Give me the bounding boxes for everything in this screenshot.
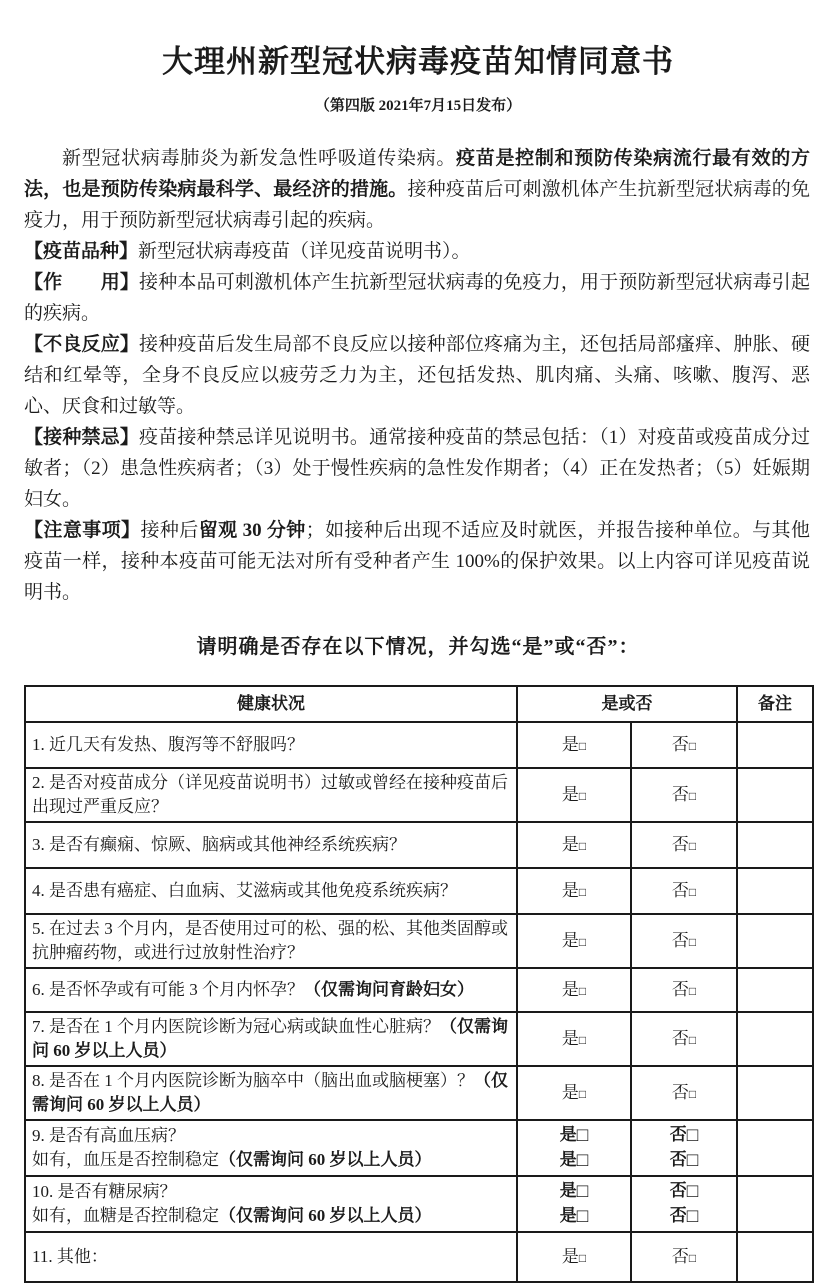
no-option: [638, 1027, 730, 1052]
yes-checkbox[interactable]: □: [578, 738, 587, 753]
question-line: [32, 917, 510, 965]
text-segment: 疫苗接种禁忌详见说明书。通常接种疫苗的禁忌包括：（1）对疫苗或疫苗成分过敏者；（2）患急性疾病者；（3）处于慢性疾病的急性发作期者；（4）正在发热者；（5）妊娠期妇女。: [24, 427, 810, 510]
no-label: 否: [669, 1150, 687, 1169]
yes-label: 是: [559, 1206, 577, 1225]
yes-cell: [517, 768, 631, 822]
yes-checkbox[interactable]: □: [578, 788, 587, 803]
yes-option: [524, 1081, 624, 1106]
yes-checkbox[interactable]: □: [578, 1032, 587, 1047]
no-label: 否: [669, 1181, 687, 1200]
yes-cell: [517, 1176, 631, 1232]
text-segment: 新型冠状病毒肺炎为新发急性呼吸道传染病。: [62, 148, 457, 169]
yes-label: 是: [559, 1150, 577, 1169]
yes-checkbox[interactable]: □: [576, 1125, 589, 1146]
no-option: [638, 1245, 730, 1270]
question-line: [32, 978, 510, 1002]
emphasis-text: （仅需询问育龄妇女）: [304, 980, 474, 999]
consent-form-page: [0, 36, 836, 1266]
question-line: [32, 1245, 510, 1269]
remark-cell[interactable]: [737, 1012, 813, 1066]
yes-cell: [517, 914, 631, 968]
yes-label: 是: [559, 1181, 577, 1200]
yes-cell: [517, 968, 631, 1012]
section-label: 【不良反应】: [24, 334, 140, 355]
no-option: [638, 833, 730, 858]
no-checkbox[interactable]: □: [686, 1181, 699, 1202]
text-segment: 10. 是否有糖尿病？: [32, 1182, 177, 1201]
yes-option: [524, 1123, 624, 1148]
text-segment: 接种后: [140, 520, 199, 541]
section-label: 【接种禁忌】: [24, 427, 140, 448]
yes-label: 是: [561, 930, 579, 950]
no-checkbox[interactable]: □: [688, 884, 697, 899]
question-cell: [25, 1066, 517, 1120]
yes-label: 是: [561, 784, 579, 804]
table-row: [25, 822, 813, 868]
sections-container: [24, 236, 810, 608]
yes-cell: [517, 1120, 631, 1176]
no-cell: [631, 722, 737, 768]
yes-checkbox[interactable]: □: [578, 884, 587, 899]
no-cell: [631, 1120, 737, 1176]
no-option: [638, 1123, 730, 1148]
yes-label: 是: [561, 880, 579, 900]
no-checkbox[interactable]: □: [686, 1150, 699, 1171]
table-row: [25, 768, 813, 822]
no-option: [638, 783, 730, 808]
question-line: [32, 1124, 510, 1148]
section-paragraph: [24, 422, 810, 515]
table-row: [25, 968, 813, 1012]
remark-cell[interactable]: [737, 1120, 813, 1176]
table-row: [25, 1176, 813, 1232]
header-health-status: 健康状况: [25, 686, 517, 722]
text-segment: 2. 是否对疫苗成分（详见疫苗说明书）过敏或曾经在接种疫苗后出现过严重反应？: [32, 773, 508, 816]
emphasis-text: 留观 30 分钟: [198, 520, 306, 541]
yes-option: [524, 1027, 624, 1052]
remark-cell[interactable]: [737, 1176, 813, 1232]
table-row: [25, 1120, 813, 1176]
section-label: 【作 用】: [24, 272, 140, 293]
question-cell: [25, 722, 517, 768]
question-line: [32, 833, 510, 857]
question-line: [32, 733, 510, 757]
question-line: [32, 1148, 510, 1172]
text-segment: 5. 在过去 3 个月内，是否使用过可的松、强的松、其他类固醇或抗肿瘤药物，或进行过放射性治疗？: [32, 919, 508, 962]
no-label: 否: [671, 1028, 689, 1048]
no-label: 否: [671, 880, 689, 900]
no-checkbox[interactable]: □: [686, 1125, 699, 1146]
remark-cell[interactable]: [737, 722, 813, 768]
yes-checkbox[interactable]: □: [578, 1086, 587, 1101]
no-cell: [631, 1066, 737, 1120]
question-cell: [25, 968, 517, 1012]
yes-label: 是: [561, 1082, 579, 1102]
section-label: 【疫苗品种】: [24, 241, 139, 262]
section-paragraph: [24, 267, 810, 329]
no-option: [638, 879, 730, 904]
emphasis-text: （仅需询问 60 岁以上人员）: [32, 1071, 508, 1114]
no-label: 否: [671, 834, 689, 854]
no-option: [638, 1179, 730, 1204]
yes-option: [524, 733, 624, 758]
text-segment: 接种疫苗后发生局部不良反应以接种部位疼痛为主，还包括局部瘙痒、肿胀、硬结和红晕等，全身不良反应以疲劳乏力为主，还包括发热、肌肉痛、头痛、咳嗽、腹泻、恶心、厌食和过敏等。: [24, 334, 810, 417]
yes-option: [524, 978, 624, 1003]
no-cell: [631, 868, 737, 914]
text-segment: 6. 是否怀孕或有可能 3 个月内怀孕？: [32, 980, 304, 999]
no-checkbox[interactable]: □: [688, 788, 697, 803]
question-line: [32, 1204, 510, 1228]
yes-label: 是: [561, 1028, 579, 1048]
table-row: [25, 1066, 813, 1120]
yes-option: [524, 1148, 624, 1173]
section-paragraph: [24, 515, 810, 608]
table-row: [25, 1232, 813, 1282]
text-segment: 11. 其他：: [32, 1247, 108, 1266]
yes-label: 是: [561, 1246, 579, 1266]
yes-cell: [517, 722, 631, 768]
no-cell: [631, 768, 737, 822]
remark-cell[interactable]: [737, 868, 813, 914]
no-checkbox[interactable]: □: [686, 1206, 699, 1227]
no-option: [638, 929, 730, 954]
yes-cell: [517, 1066, 631, 1120]
intro-paragraph: [24, 143, 810, 236]
yes-option: [524, 879, 624, 904]
text-segment: 1. 近几天有发热、腹泻等不舒服吗？: [32, 735, 304, 754]
question-cell: [25, 822, 517, 868]
emphasis-text: （仅需询问 60 岁以上人员）: [32, 1017, 508, 1060]
table-row: [25, 1012, 813, 1066]
yes-option: [524, 1245, 624, 1270]
section-paragraph: [24, 329, 810, 422]
no-label: 否: [669, 1206, 687, 1225]
no-cell: [631, 822, 737, 868]
question-cell: [25, 1176, 517, 1232]
section-label: 【注意事项】: [24, 520, 141, 541]
table-row: [25, 868, 813, 914]
yes-cell: [517, 868, 631, 914]
table-row: [25, 914, 813, 968]
yes-cell: [517, 1012, 631, 1066]
question-cell: [25, 868, 517, 914]
text-segment: 3. 是否有癫痫、惊厥、脑病或其他神经系统疾病？: [32, 835, 406, 854]
emphasis-text: 疫苗是控制和预防传染病流行最有效的方法，也是预防传染病最科学、最经济的措施。: [24, 148, 810, 200]
text-segment: 接种本品可刺激机体产生抗新型冠状病毒的免疫力，用于预防新型冠状病毒引起的疾病。: [24, 272, 810, 324]
no-label: 否: [671, 979, 689, 999]
yes-checkbox[interactable]: □: [576, 1181, 589, 1202]
question-cell: [25, 768, 517, 822]
yes-label: 是: [561, 734, 579, 754]
yes-checkbox[interactable]: □: [578, 1250, 587, 1265]
no-label: 否: [671, 734, 689, 754]
remark-cell[interactable]: [737, 768, 813, 822]
no-label: 否: [669, 1125, 687, 1144]
yes-checkbox[interactable]: □: [578, 983, 587, 998]
question-cell: [25, 1232, 517, 1282]
text-segment: 如有，血糖是否控制稳定: [32, 1206, 219, 1225]
remark-cell[interactable]: [737, 1066, 813, 1120]
text-segment: 9. 是否有高血压病？: [32, 1126, 185, 1145]
header-remark: 备注: [737, 686, 813, 722]
yes-option: [524, 929, 624, 954]
yes-label: 是: [559, 1125, 577, 1144]
yes-cell: [517, 822, 631, 868]
text-segment: 如有，血压是否控制稳定: [32, 1150, 219, 1169]
emphasis-text: （仅需询问 60 岁以上人员）: [219, 1150, 432, 1169]
text-segment: 新型冠状病毒疫苗（详见疫苗说明书）。: [138, 241, 471, 262]
yes-checkbox[interactable]: □: [578, 934, 587, 949]
no-cell: [631, 1012, 737, 1066]
header-yes-or-no: 是或否: [517, 686, 737, 722]
no-label: 否: [671, 784, 689, 804]
yes-option: [524, 833, 624, 858]
no-cell: [631, 1176, 737, 1232]
question-line: [32, 879, 510, 903]
question-cell: [25, 1012, 517, 1066]
no-checkbox[interactable]: □: [688, 934, 697, 949]
page-title: 大理州新型冠状病毒疫苗知情同意书: [162, 44, 674, 79]
remark-cell[interactable]: [737, 822, 813, 868]
no-cell: [631, 914, 737, 968]
text-segment: ；如接种后出现不适应及时就医，并报告接种单位。与其他疫苗一样，接种本疫苗可能无法对所有受种者产生 100%的保护效果。以上内容可详见疫苗说明书。: [24, 520, 810, 603]
text-segment: 8. 是否在 1 个月内医院诊断为脑卒中（脑出血或脑梗塞）？: [32, 1071, 474, 1090]
text-segment: 7. 是否在 1 个月内医院诊断为冠心病或缺血性心脏病？: [32, 1017, 440, 1036]
yes-checkbox[interactable]: □: [576, 1206, 589, 1227]
no-checkbox[interactable]: □: [688, 983, 697, 998]
no-option: [638, 1081, 730, 1106]
yes-label: 是: [561, 834, 579, 854]
no-label: 否: [671, 1246, 689, 1266]
no-option: [638, 978, 730, 1003]
no-option: [638, 1148, 730, 1173]
no-checkbox[interactable]: □: [688, 1032, 697, 1047]
no-checkbox[interactable]: □: [688, 1086, 697, 1101]
yes-label: 是: [561, 979, 579, 999]
no-checkbox[interactable]: □: [688, 1250, 697, 1265]
yes-cell: [517, 1232, 631, 1282]
question-line: [32, 1069, 510, 1117]
yes-option: [524, 783, 624, 808]
no-label: 否: [671, 1082, 689, 1102]
yes-option: [524, 1179, 624, 1204]
no-checkbox[interactable]: □: [688, 738, 697, 753]
question-line: [32, 1015, 510, 1063]
remark-cell[interactable]: [737, 914, 813, 968]
section-paragraph: [24, 236, 810, 267]
doc-subtitle: （第四版 2021年7月15日发布）: [314, 98, 522, 114]
question-line: [32, 771, 510, 819]
question-cell: [25, 1120, 517, 1176]
health-status-table: [24, 685, 814, 1283]
no-option: [638, 1204, 730, 1229]
no-checkbox[interactable]: □: [688, 838, 697, 853]
no-option: [638, 733, 730, 758]
yes-option: [524, 1204, 624, 1229]
no-label: 否: [671, 930, 689, 950]
yes-checkbox[interactable]: □: [578, 838, 587, 853]
question-cell: [25, 914, 517, 968]
remark-cell[interactable]: [737, 968, 813, 1012]
table-row: [25, 722, 813, 768]
question-line: [32, 1180, 510, 1204]
table-header-row: [25, 686, 813, 722]
no-cell: [631, 1232, 737, 1282]
text-segment: 接种疫苗后可刺激机体产生抗新型冠状病毒的免疫力，用于预防新型冠状病毒引起的疾病。: [24, 179, 810, 231]
body-text: [24, 143, 810, 608]
yes-checkbox[interactable]: □: [576, 1150, 589, 1171]
remark-cell[interactable]: [737, 1232, 813, 1282]
no-cell: [631, 968, 737, 1012]
emphasis-text: （仅需询问 60 岁以上人员）: [219, 1206, 432, 1225]
text-segment: 4. 是否患有癌症、白血病、艾滋病或其他免疫系统疾病？: [32, 881, 457, 900]
checklist-instruction: 请明确是否存在以下情况，并勾选“是”或“否”：: [196, 636, 640, 658]
